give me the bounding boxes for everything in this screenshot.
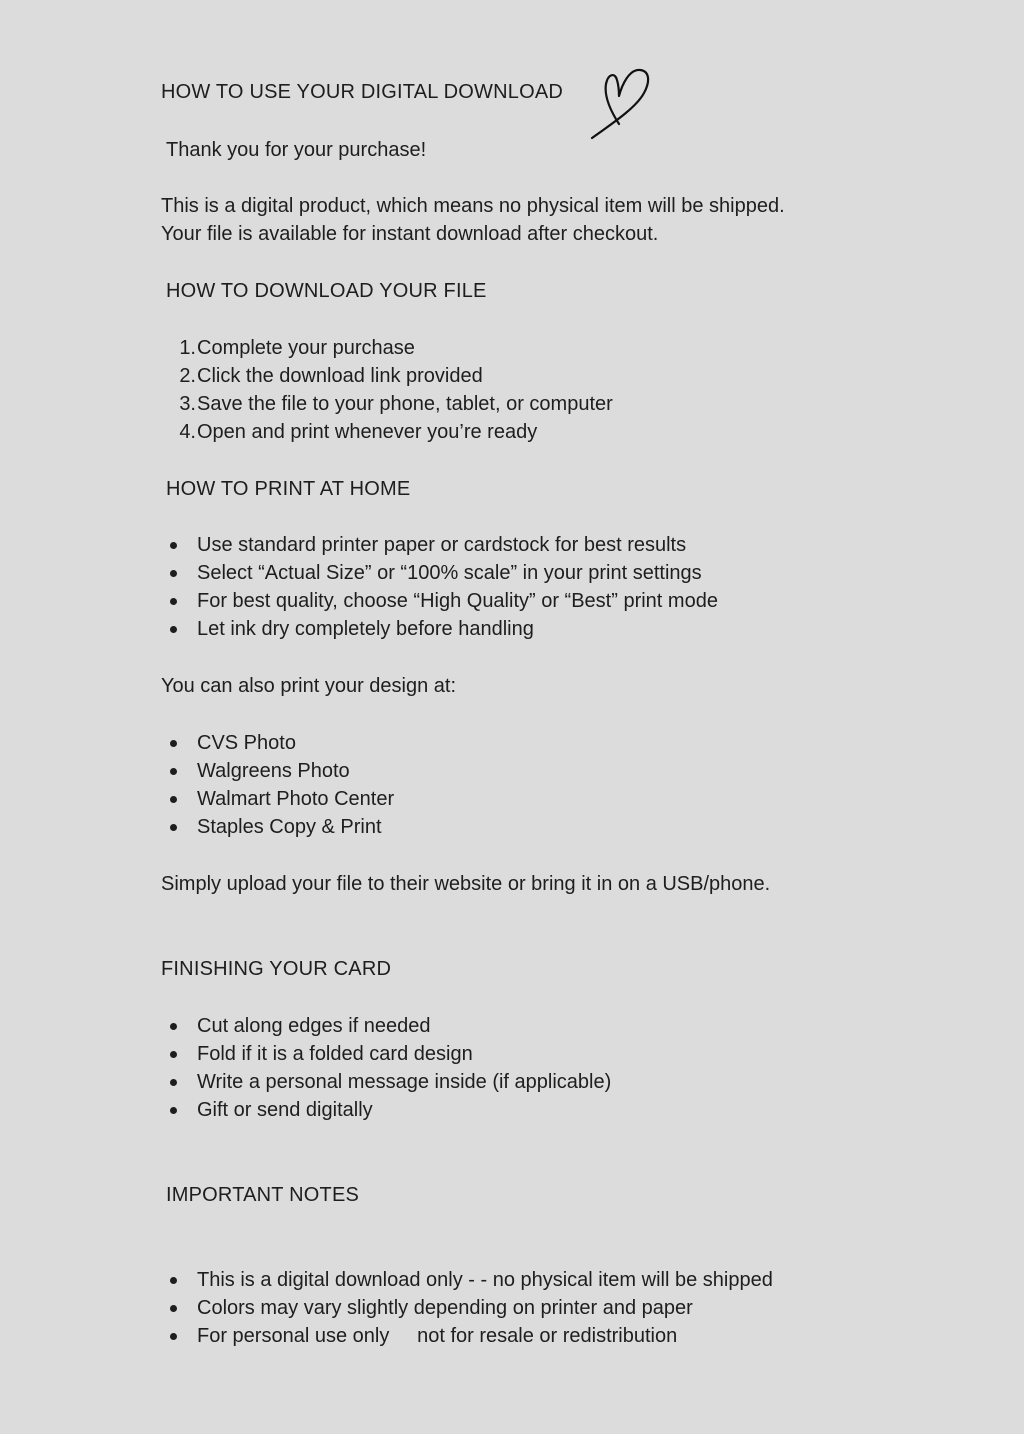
bullet-icon xyxy=(170,740,177,747)
instructions-page: HOW TO USE YOUR DIGITAL DOWNLOAD Thank you for your purchase! This is a digital product, which means no physical item will be shipped. Your file is available for instant download after checkout. HOW TO DOWNLOAD YOUR FILE 1. Complete your purchase 2. Click the download link provided 3. Save the file to your phone, tablet, or computer 4. Open and print whenever you’re ready HOW TO PRINT AT HOME Use standard printer paper or cardstock for best results Select “Actual Size” or “100% scale” in your print settings For best quality, choose “High Quality” or “Best” print mode Let ink dry completely before handling You can also print your design at: CVS Photo Walgreens Photo Walmart Photo Center Staples Copy & Print Simply upload your file to their website or bring it in on a USB/phone. FINISHING YOUR CARD Cut along edges if needed Fold if it is a folded card design Write a personal message inside (if applicable) Gift or send digitally IMPORTANT NOTES This is a digital download only - - no physical item will be shipped Colors may vary slightly depending on printer and paper For personal use only not for resale or redistribution xyxy=(0,0,1024,1434)
heart-icon xyxy=(586,66,656,142)
bullet-icon xyxy=(170,824,177,831)
bullet-icon xyxy=(170,1305,177,1312)
bullet-icon xyxy=(170,626,177,633)
bullet-icon xyxy=(170,1107,177,1114)
page-title: HOW TO USE YOUR DIGITAL DOWNLOAD xyxy=(161,81,564,103)
thank-you-message: Thank you for your purchase! xyxy=(166,139,427,161)
bullet-icon xyxy=(170,598,177,605)
download-heading: HOW TO DOWNLOAD YOUR FILE xyxy=(166,280,487,302)
bullet-icon xyxy=(170,768,177,775)
intro-line-1: This is a digital product, which means no physical item will be shipped. xyxy=(161,195,785,217)
bullet-icon xyxy=(170,1277,177,1284)
bullet-icon xyxy=(170,542,177,549)
bullet-icon xyxy=(170,1079,177,1086)
intro-line-2: Your file is available for instant download after checkout. xyxy=(161,223,659,245)
bullet-icon xyxy=(170,796,177,803)
bullet-icon xyxy=(170,570,177,577)
print-home-heading: HOW TO PRINT AT HOME xyxy=(166,478,411,500)
bullet-icon xyxy=(170,1333,177,1340)
print-stores-intro: You can also print your design at: xyxy=(161,675,457,697)
notes-heading: IMPORTANT NOTES xyxy=(166,1184,360,1206)
bullet-icon xyxy=(170,1051,177,1058)
bullet-icon xyxy=(170,1023,177,1030)
finishing-heading: FINISHING YOUR CARD xyxy=(161,958,392,980)
print-stores-note: Simply upload your file to their website or bring it in on a USB/phone. xyxy=(161,873,771,895)
